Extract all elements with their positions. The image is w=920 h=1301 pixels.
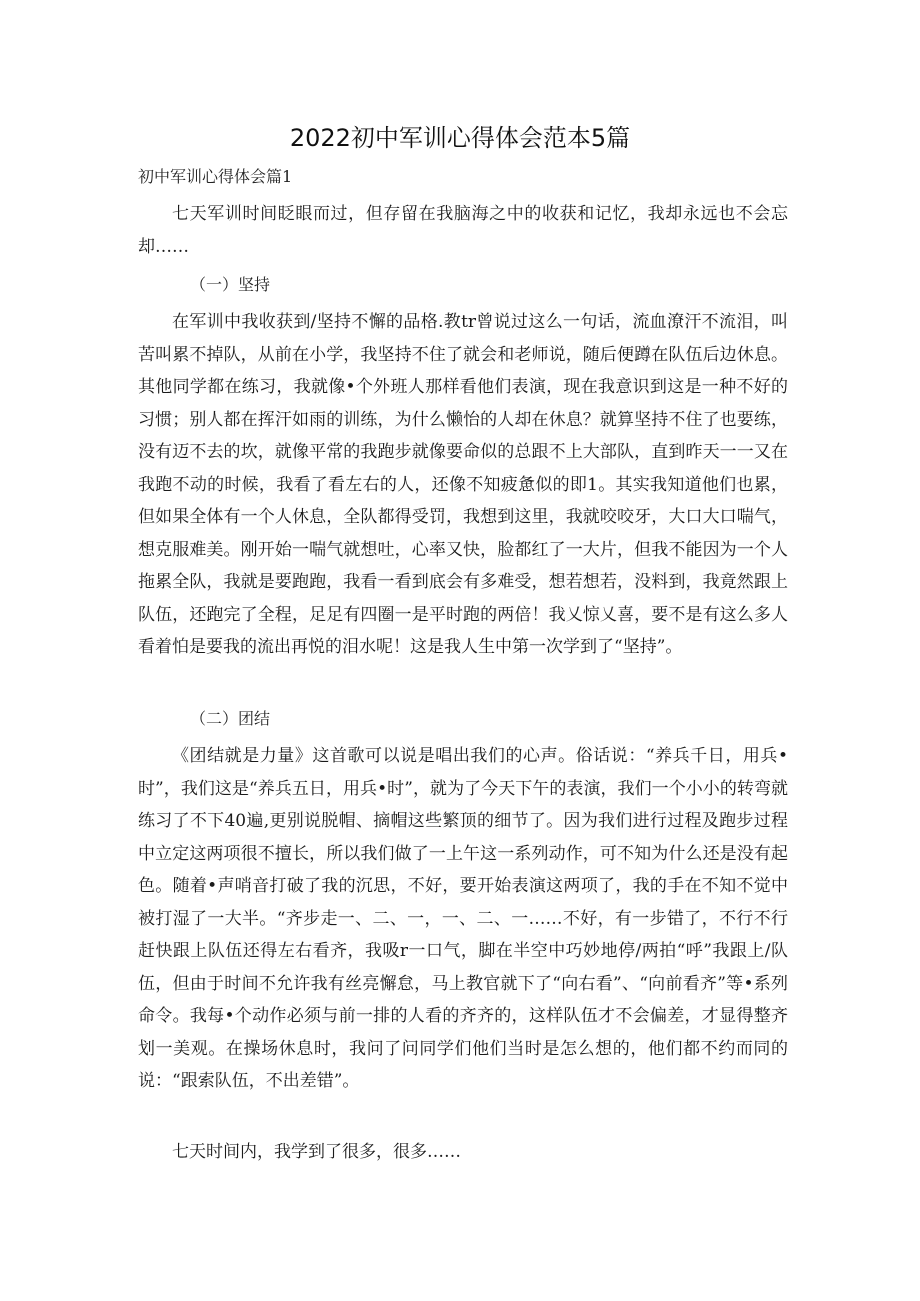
subheading-persistence: （一）坚持 — [190, 275, 271, 294]
closing-paragraph: 七天时间内，我学到了很多，很多…… — [172, 1142, 461, 1162]
paragraph-unity: 《团结就是力量》这首歌可以说是唱出我们的心声。俗话说：“养兵千日，用兵•时”，我们这是“养兵五日，用兵•时”，就为了今天下午的表演，我们一个小小的转弯就练习了不下40遍,更别说脱帽、摘帽这些繁顶的细节了。因为我们进行过程及跑步过程中立定这两项很不擅长，所以我们做了一上午这一系列动作，可不知为什么还是没有起色。随着•声哨音打破了我的沉思，不好，要开始表演这两项了，我的手在不知不觉中被打湿了一大半。“齐步走一、二、一，一、二、一……不好，有一步错了，不行不行赶快跟上队伍还得左右看齐，我吸r一口气，脚在半空中巧妙地停/两拍“呼”我跟上/队伍，但由于时间不允许我有丝亮懈怠，马上教官就下了“向右看”、“向前看齐”等•系列命令。我每•个动作必须与前一排的人看的齐齐的，这样队伍才不会偏差，才显得整齐划一美观。在操场休息时，我问了问同学们他们当时是怎么想的，他们都不约而同的说：“跟索队伍，不出差错”。 — [138, 746, 788, 1091]
intro-paragraph: 七天军训时间眨眼而过，但存留在我脑海之中的收获和记忆，我却永远也不会忘却…… — [138, 204, 788, 257]
paragraph-persistence: 在军训中我收获到/坚持不懈的品格.教tr曾说过这么一句话，流血潦汗不流泪，叫苦叫累不掉队，从前在小学，我坚持不住了就会和老师说，随后便蹲在队伍后边休息。其他同学都在练习，我就像•个外班人那样看他们表演，现在我意识到这是一种不好的习惯；别人都在挥汗如雨的训练，为什么懒怡的人却在休息？就算坚持不住了也要练，没有迈不去的坎，就像平常的我跑步就像要命似的总跟不上大部队，直到昨天一一又在我跑不动的时候，我看了看左右的人，还像不知疲惫似的即1。其实我知道他们也累，但如果全体有一个人休息，全队都得受罚，我想到这里，我就咬咬牙，大口大口喘气，想克服难美。刚开始一喘气就想吐，心率又快，脸都红了一大片，但我不能因为一个人拖累全队，我就是要跑跑，我看一看到底会有多难受，想若想若，没料到，我竟然跟上队伍，还跑完了全程，足足有四圈一是平时跑的两倍！我乂惊乂喜，要不是有这么多人看着怕是要我的流出再悦的泪水呢！这是我人生中第一次学到了“坚持”。 — [138, 312, 788, 657]
section-title: 初中军训心得体会篇1 — [138, 167, 293, 186]
document-title: 2022初中军训心得体会范本5篇 — [289, 124, 631, 152]
subheading-unity: （二）团结 — [190, 709, 271, 728]
